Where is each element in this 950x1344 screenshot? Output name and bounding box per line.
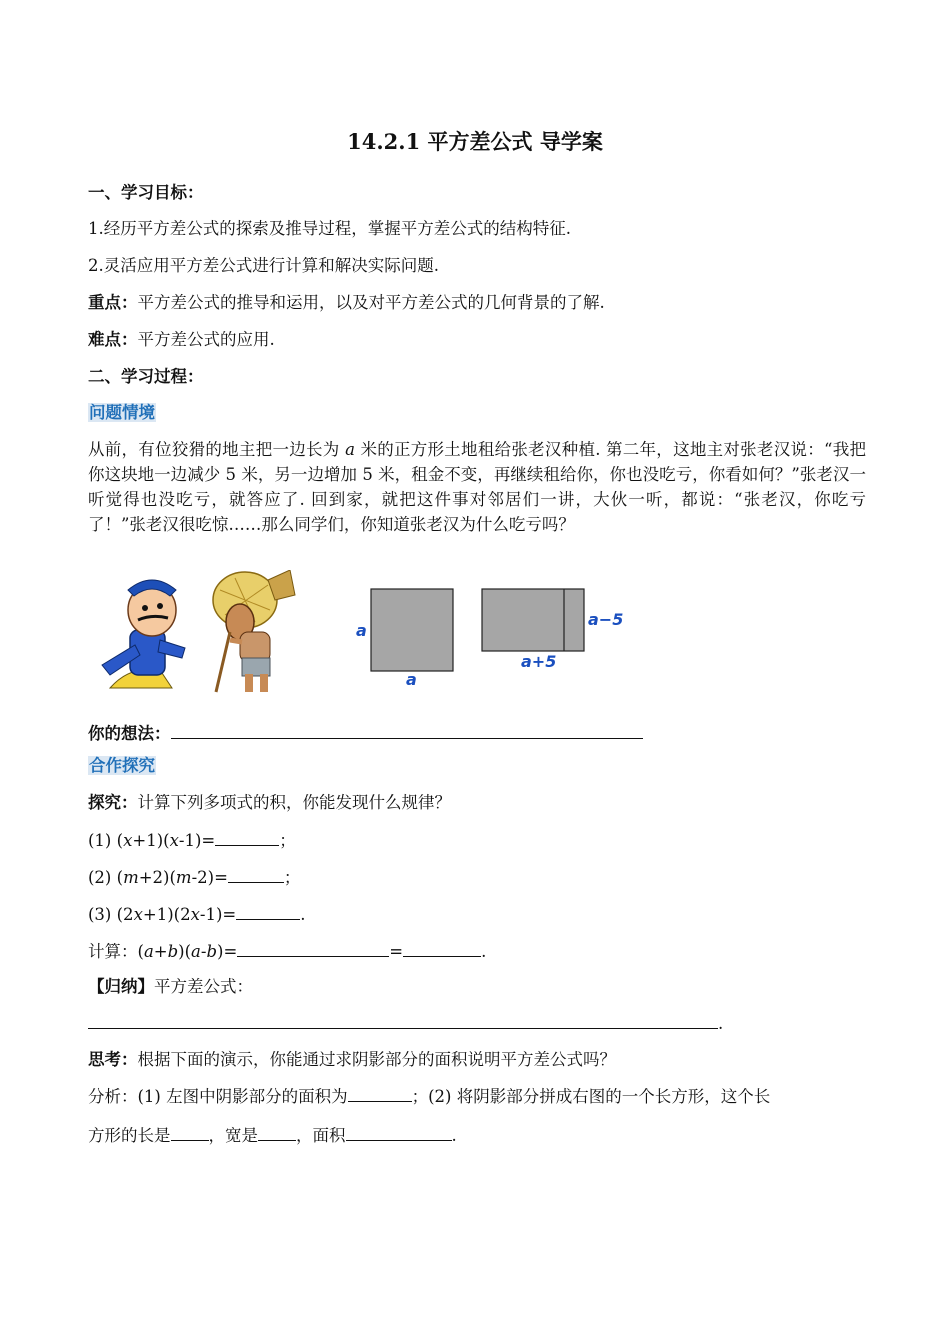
problem-2: (2) (m+2)(m-2)= ； [88,868,301,887]
rectangle-right-label: a−5 [588,610,624,629]
think-label: 思考： [88,1050,138,1069]
problem-3: (3) (2x+1)(2x-1)= . [88,905,306,924]
compute-blank-2[interactable] [403,940,481,957]
landlord-cartoon [102,580,185,688]
problem-3-blank[interactable] [236,903,300,920]
problem-1-blank[interactable] [215,829,279,846]
summary-line [88,976,253,998]
analysis-blank-length[interactable] [171,1124,209,1141]
scenario-tag: 问题情境 [89,403,155,422]
difficult-point-label: 难点： [88,330,138,349]
analysis-line-1: 分析：(1) 左图中阴影部分的面积为 ；(2) 将阴影部分拼成右图的一个长方形，这个长 [88,1087,771,1106]
scenario-text-2: 米的正方形土地租给张老汉种植. 第二年，这地主对张老汉说：“我把你这块地一边减少 5 米，另一边增加 5 米，租金不变，再继续租给你，你也没吃亏，你看如何？”张老汉一听觉得也没吃亏，就答应了. 回到家，就把这件事对邻居们一讲，大伙一听，都说：“张老汉，你吃亏了！”张老汉很吃惊……那么同学们，你知道张老汉为什么吃亏吗？ [88,440,866,534]
coop-tag: 合作探究 [89,756,155,775]
difficult-point-text: 平方差公式的应用. [137,330,275,349]
your-idea-blank[interactable] [171,722,643,739]
analysis-blank-area[interactable] [348,1085,412,1102]
old-farmer-cartoon [213,570,295,692]
explore-label: 探究： [88,793,138,812]
key-point-text: 平方差公式的推导和运用，以及对平方差公式的几何背景的了解. [137,293,605,312]
summary-answer-line: . [88,1012,723,1035]
summary-blank[interactable] [88,1012,718,1029]
think-text: 根据下面的演示，你能通过求阴影部分的面积说明平方差公式吗？ [137,1050,616,1069]
analysis-blank-product[interactable] [346,1124,452,1141]
square-a [371,589,453,671]
explore-text: 计算下列多项式的积，你能发现什么规律？ [137,793,451,812]
explore-line [88,792,451,814]
summary-label: 【归纳】 [88,977,154,996]
goal-item: 2.灵活应用平方差公式进行计算和解决实际问题. [88,256,439,275]
area-diagram [350,582,630,692]
scenario-var-a: a [345,440,355,459]
key-point-label: 重点： [88,293,138,312]
rectangle [482,589,584,651]
scenario-text-1: 从前，有位狡猾的地主把一边长为 [88,440,340,459]
analysis-line-2: 方形的长是 ，宽是 ，面积 . [88,1126,457,1145]
goal-item: 1.经历平方差公式的探索及推导过程，掌握平方差公式的结构特征. [88,219,571,238]
rectangle-bottom-label: a+5 [521,652,557,671]
scenario-tag-wrap [88,402,156,424]
difficult-point [88,329,275,351]
cartoon-characters [90,570,310,700]
summary-text: 平方差公式： [154,977,253,996]
compute-line: 计算：(a+b)(a-b)= = . [88,942,487,961]
think-line [88,1049,616,1071]
square-left-label: a [356,621,367,640]
compute-blank-1[interactable] [237,940,389,957]
your-idea-label: 你的想法： [88,724,171,743]
coop-tag-wrap [88,755,156,777]
square-bottom-label: a [406,670,417,689]
section-heading-goals: 一、学习目标： [88,183,204,202]
scenario-paragraph [88,437,866,537]
section-heading-process: 二、学习过程： [88,367,204,386]
problem-1: (1) (x+1)(x-1)= ； [88,831,296,850]
your-idea-line [88,722,643,745]
analysis-blank-width[interactable] [258,1124,296,1141]
page-title: 14.2.1 平方差公式 导学案 [347,129,603,154]
problem-2-blank[interactable] [228,866,284,883]
key-point [88,292,605,314]
